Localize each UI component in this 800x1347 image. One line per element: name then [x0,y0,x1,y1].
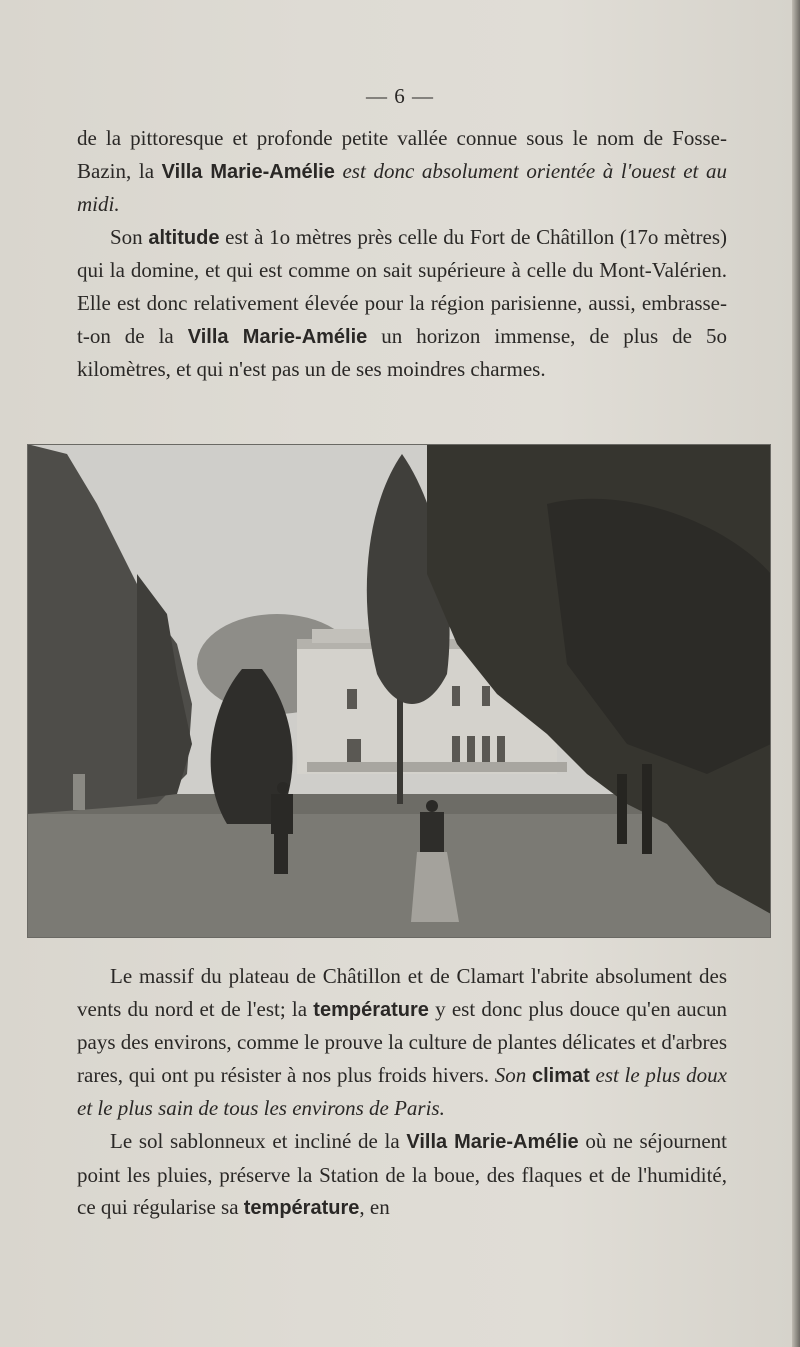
text-block-bottom [77,960,727,1225]
text-block-top [77,122,727,386]
villa-photo-illustration [27,444,771,938]
villa-photograph [27,444,771,938]
paragraph: de la pittoresque et profonde petite vallée connue sous le nom de Fosse-Bazin, la Villa Marie-Amélie est donc absolument orientée à l'ouest et au midi. [77,126,727,217]
page-binding-edge [792,0,800,1347]
page-number: — 6 — [366,84,434,108]
paragraph: Le massif du plateau de Châtillon et de Clamart l'abrite absolument des vents du nord et de l'est; la température y est donc plus douce qu'en aucun pays des environs, comme le prouve la culture de plantes délicates et d'arbres rares, qui ont pu résister à nos plus froids hivers. Son climat est le plus doux et le plus sain de tous les environs de Paris. [77,964,728,1121]
paragraph: Son altitude est à 1o mètres près celle du Fort de Châtillon (17o mètres) qui la domine, et qui est comme on sait supérieure à celle du Mont-Valérien. Elle est donc relativement élevée pour la région parisienne, aussi, embrasse-t-on de la Villa Marie-Amélie un horizon immense, de plus de 5o kilomètres, et qui n'est pas un de ses moindres charmes. [77,224,727,382]
paragraph: Le sol sablonneux et incliné de la Villa Marie-Amélie où ne séjournent point les pluies, préserve la Station de la boue, des flaques et de l'humidité, ce qui régularise sa température, en [77,1128,727,1220]
